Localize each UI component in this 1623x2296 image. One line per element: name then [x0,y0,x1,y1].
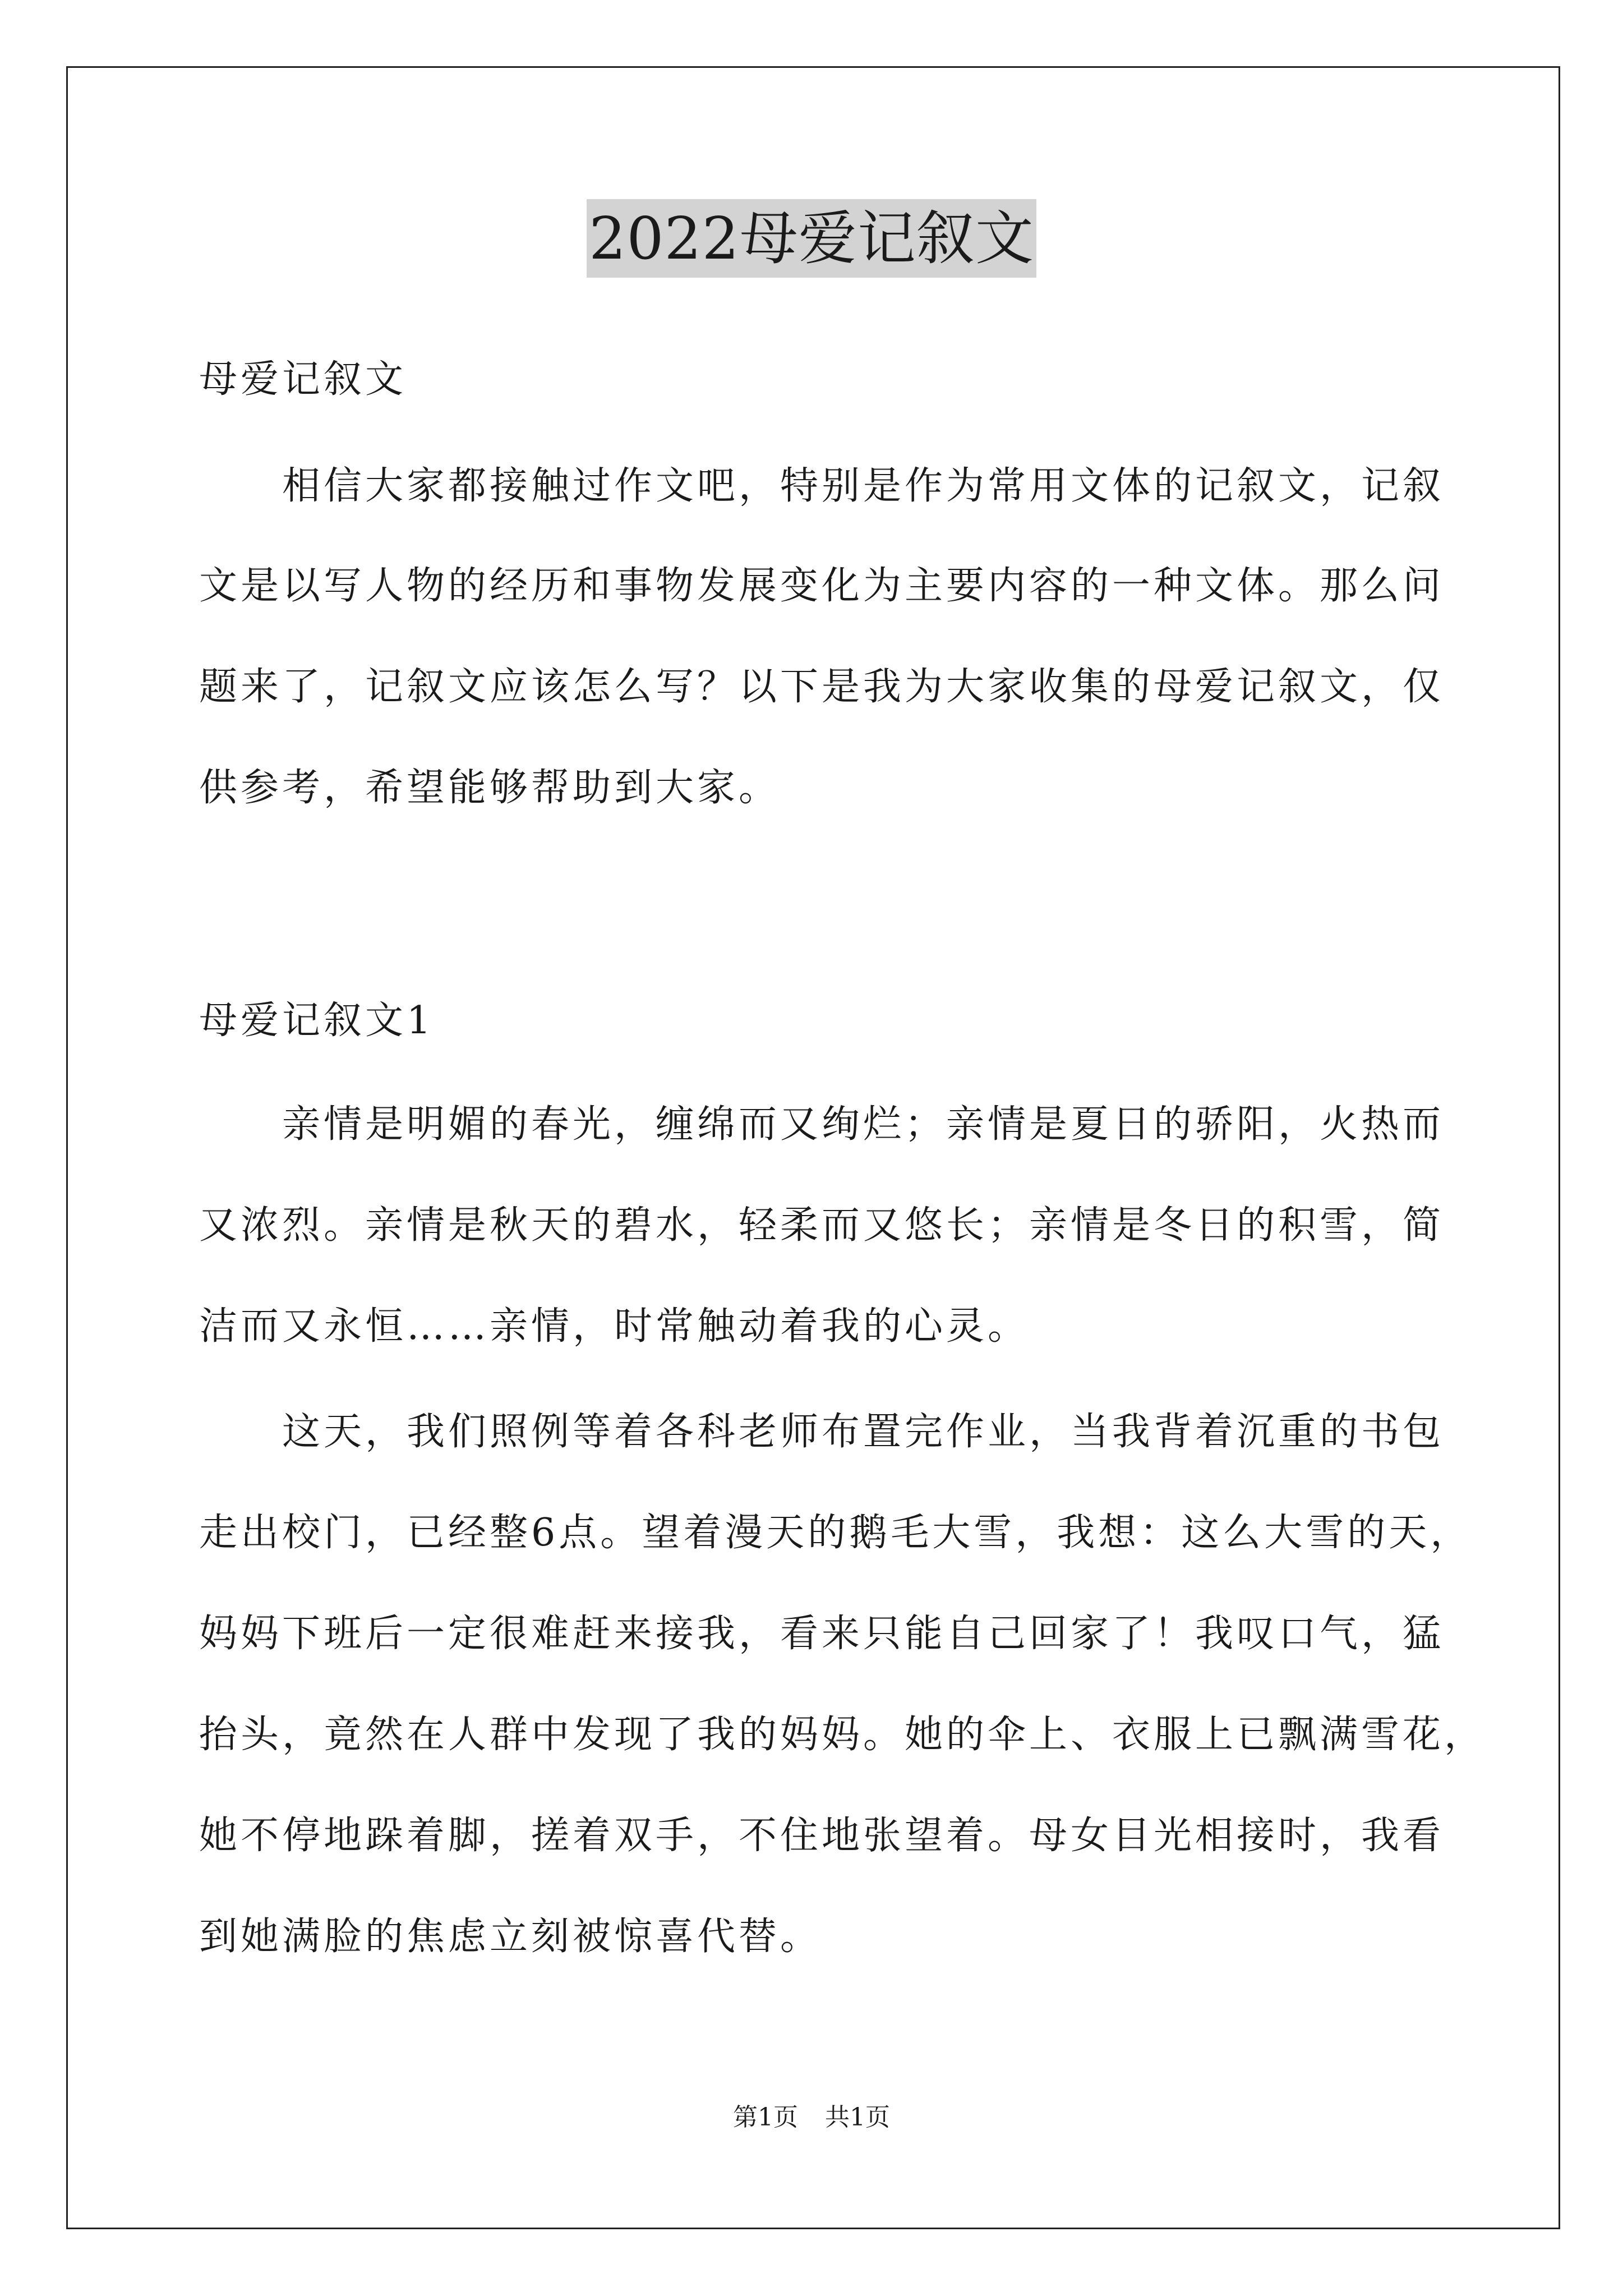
paragraph-line: 她不停地跺着脚，搓着双手，不住地张望着。母女目光相接时，我看 [199,1814,1445,1858]
paragraph-line: 文是以写人物的经历和事物发展变化为主要内容的一种文体。那么问 [199,564,1445,608]
page-number-total: 共1页 [825,2103,890,2132]
paragraph-line: 抬头，竟然在人群中发现了我的妈妈。她的伞上、衣服上已飘满雪花， [199,1713,1486,1757]
paragraph-line: 亲情是明媚的春光，缠绵而又绚烂；亲情是夏日的骄阳，火热而 [282,1102,1445,1147]
paragraph-line: 走出校门，已经整6点。望着漫天的鹅毛大雪，我想：这么大雪的天， [199,1511,1472,1555]
page-footer [0,2101,1623,2134]
paragraph-line: 这天，我们照例等着各科老师布置完作业，当我背着沉重的书包 [282,1410,1445,1454]
page-number-current: 第1页 [733,2103,798,2132]
paragraph-line: 洁而又永恒……亲情，时常触动着我的心灵。 [199,1304,1030,1349]
section-heading: 母爱记叙文1 [199,999,435,1043]
document-title: 2022母爱记叙文 [587,199,1036,278]
section-heading: 母爱记叙文 [199,357,407,402]
paragraph-line: 供参考，希望能够帮助到大家。 [199,766,781,810]
paragraph-line: 到她满脸的焦虑立刻被惊喜代替。 [199,1915,822,1959]
paragraph-line: 妈妈下班后一定很难赶来接我，看来只能自己回家了！我叹口气，猛 [199,1612,1445,1656]
paragraph-line: 题来了，记叙文应该怎么写？以下是我为大家收集的母爱记叙文，仅 [199,665,1445,709]
paragraph-line: 又浓烈。亲情是秋天的碧水，轻柔而又悠长；亲情是冬日的积雪，简 [199,1203,1445,1248]
title-container [0,199,1623,278]
paragraph-line: 相信大家都接触过作文吧，特别是作为常用文体的记叙文，记叙 [282,464,1445,508]
